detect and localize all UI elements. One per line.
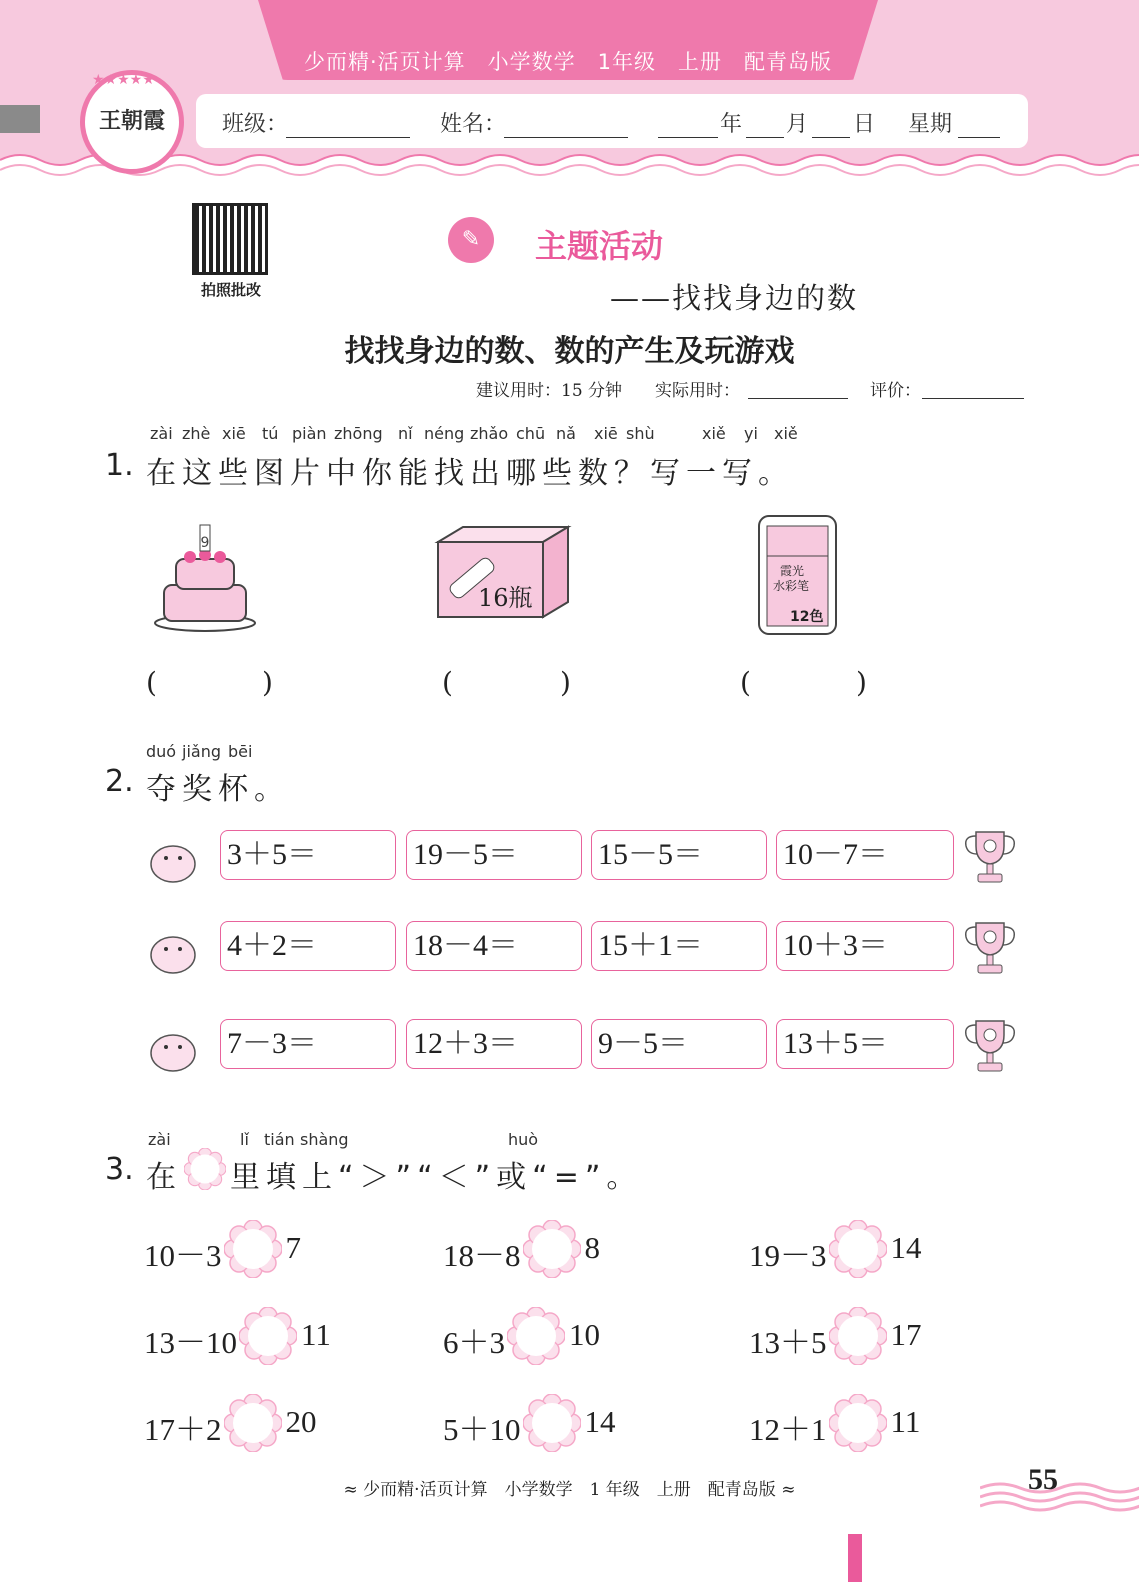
q2-pinyin — [146, 742, 306, 764]
answer-paren-open: ( — [442, 666, 453, 699]
pinyin-syllable: nǐ — [398, 424, 413, 443]
compare-right-value: 10 — [569, 1317, 600, 1352]
pig-icon — [142, 917, 204, 979]
year-field[interactable] — [658, 111, 718, 138]
compare-left-expr: 10－3 — [144, 1238, 222, 1273]
header-wave — [0, 150, 1139, 195]
equation-box[interactable]: 13＋5＝ — [776, 1019, 954, 1069]
pinyin-syllable: xiě — [774, 424, 798, 443]
star-icon: ★★★★★ — [92, 72, 155, 88]
q1-number: 1. — [105, 448, 134, 483]
equation-box[interactable]: 9－5＝ — [591, 1019, 767, 1069]
month-label: 月 — [786, 112, 809, 137]
page-number: 55 — [1028, 1463, 1058, 1496]
pinyin-syllable: chū — [516, 424, 546, 443]
compare-left-expr: 5＋10 — [443, 1412, 521, 1447]
rating-field[interactable] — [922, 374, 1024, 399]
pinyin-syllable: tián — [264, 1130, 295, 1149]
answer-blank-bottles[interactable] — [466, 666, 552, 702]
compare-right-value: 11 — [301, 1317, 331, 1352]
compare-blank-flower[interactable] — [829, 1394, 887, 1452]
q1-pinyin — [146, 424, 846, 446]
compare-left-expr: 18－8 — [443, 1238, 521, 1273]
marker-label-1: 霞光 — [780, 564, 805, 578]
compare-left-expr: 17＋2 — [144, 1412, 222, 1447]
suggested-time: 建议用时：15 分钟 — [476, 381, 623, 401]
pinyin-syllable: huò — [508, 1130, 539, 1149]
rating-label: 评价： — [870, 381, 921, 401]
flower-icon — [184, 1148, 226, 1190]
compare-blank-flower[interactable] — [523, 1220, 581, 1278]
month-field[interactable] — [746, 111, 784, 138]
pinyin-syllable: nǎ — [556, 424, 576, 443]
compare-blank-flower[interactable] — [239, 1307, 297, 1365]
compass-icon: ✎ — [448, 217, 494, 263]
compare-right-value: 20 — [285, 1404, 317, 1439]
pinyin-syllable: zhè — [182, 424, 211, 443]
equation-box[interactable]: 10＋3＝ — [776, 921, 954, 971]
actual-time-label: 实际用时： — [655, 381, 740, 401]
footer-text: ≈ 少而精·活页计算 小学数学 1 年级 上册 配青岛版 ≈ — [343, 1480, 796, 1500]
equation-box[interactable]: 15＋1＝ — [591, 921, 767, 971]
q2-number: 2. — [105, 764, 134, 799]
answer-paren-open: ( — [740, 666, 751, 699]
marker-count: 12色 — [790, 609, 824, 625]
qr-code[interactable] — [192, 203, 268, 275]
header-banner-text: 少而精·活页计算 小学数学 1年级 上册 配青岛版 — [303, 50, 833, 74]
answer-paren-close: ) — [560, 666, 571, 699]
compare-left-expr: 19－3 — [749, 1238, 827, 1273]
bottle-box-label: 16瓶 — [478, 584, 533, 612]
year-label: 年 — [720, 112, 743, 137]
class-field[interactable] — [286, 111, 410, 138]
compare-left-expr: 12＋1 — [749, 1412, 827, 1447]
compare-blank-flower[interactable] — [829, 1307, 887, 1365]
pinyin-syllable: duó — [146, 742, 177, 761]
pinyin-syllable: shàng — [300, 1130, 349, 1149]
marker-label-2: 水彩笔 — [773, 579, 810, 593]
q3-text-a: 在 — [146, 1160, 182, 1195]
compare-left-expr: 13－10 — [144, 1325, 237, 1360]
compare-right-value: 17 — [890, 1317, 922, 1352]
compare-left-expr: 13＋5 — [749, 1325, 827, 1360]
answer-paren-open: ( — [146, 666, 157, 699]
compare-right-value: 8 — [584, 1230, 600, 1265]
side-tab — [0, 105, 40, 133]
activity-subtitle: ——找找身边的数 — [610, 281, 859, 315]
actual-time-field[interactable] — [748, 374, 848, 399]
compare-right-value: 11 — [890, 1404, 921, 1439]
pinyin-syllable: néng — [424, 424, 465, 443]
pinyin-syllable: zài — [150, 424, 173, 443]
compare-right-value: 7 — [285, 1230, 301, 1265]
equation-box[interactable]: 15－5＝ — [591, 830, 767, 880]
week-label: 星期 — [908, 112, 953, 137]
answer-blank-markers[interactable] — [764, 666, 850, 702]
pinyin-syllable: tú — [262, 424, 279, 443]
monkey-icon — [142, 826, 204, 888]
bottom-marker — [848, 1534, 862, 1582]
cake-image — [150, 515, 260, 635]
pinyin-syllable: shù — [626, 424, 655, 443]
week-field[interactable] — [958, 111, 1000, 138]
equation-box[interactable]: 3＋5＝ — [220, 830, 396, 880]
trophy-icon — [960, 826, 1020, 886]
svg-text:9: 9 — [200, 535, 210, 551]
equation-box[interactable]: 4＋2＝ — [220, 921, 396, 971]
compare-right-value: 14 — [584, 1404, 616, 1439]
pinyin-syllable: zhǎo — [470, 424, 509, 443]
equation-box[interactable]: 12＋3＝ — [406, 1019, 582, 1069]
compare-right-value: 14 — [890, 1230, 922, 1265]
day-label: 日 — [853, 112, 876, 137]
page-title: 找找身边的数、数的产生及玩游戏 — [344, 334, 795, 369]
pinyin-syllable: xiē — [594, 424, 618, 443]
pinyin-syllable: jiǎng — [182, 742, 221, 761]
day-field[interactable] — [812, 111, 850, 138]
pinyin-syllable: xiě — [702, 424, 726, 443]
compare-blank-flower[interactable] — [829, 1220, 887, 1278]
activity-title: 主题活动 — [535, 227, 664, 265]
qr-label: 拍照批改 — [200, 281, 261, 299]
equation-box[interactable]: 10－7＝ — [776, 830, 954, 880]
pinyin-syllable: xiē — [222, 424, 246, 443]
footer-wave — [980, 1480, 1139, 1514]
q2-text: 夺奖杯。 — [146, 772, 290, 807]
q3-text-b: 里填上“＞”“＜”或“=”。 — [230, 1160, 643, 1195]
compare-blank-flower[interactable] — [224, 1220, 282, 1278]
answer-paren-close: ) — [262, 666, 273, 699]
q1-text: 在这些图片中你能找出哪些数？写一写。 — [146, 456, 794, 491]
compare-blank-flower[interactable] — [523, 1394, 581, 1452]
pinyin-syllable: lǐ — [240, 1130, 249, 1149]
equation-box[interactable]: 18－4＝ — [406, 921, 582, 971]
q3-number: 3. — [105, 1152, 134, 1187]
answer-blank-cake[interactable] — [170, 666, 256, 702]
pinyin-syllable: zài — [148, 1130, 171, 1149]
pinyin-syllable: piàn — [292, 424, 327, 443]
trophy-icon — [960, 917, 1020, 977]
class-label: 班级： — [222, 112, 289, 137]
name-field[interactable] — [504, 111, 628, 138]
rabbit-icon — [142, 1015, 204, 1077]
compare-blank-flower[interactable] — [507, 1307, 565, 1365]
logo-text: 王朝霞 — [98, 108, 165, 134]
equation-box[interactable]: 7－3＝ — [220, 1019, 396, 1069]
equation-box[interactable]: 19－5＝ — [406, 830, 582, 880]
pinyin-syllable: yi — [744, 424, 758, 443]
compare-blank-flower[interactable] — [224, 1394, 282, 1452]
answer-paren-close: ) — [856, 666, 867, 699]
name-label: 姓名： — [440, 112, 507, 137]
trophy-icon — [960, 1015, 1020, 1075]
pinyin-syllable: zhōng — [334, 424, 383, 443]
pinyin-syllable: bēi — [228, 742, 253, 761]
compare-left-expr: 6＋3 — [443, 1325, 505, 1360]
